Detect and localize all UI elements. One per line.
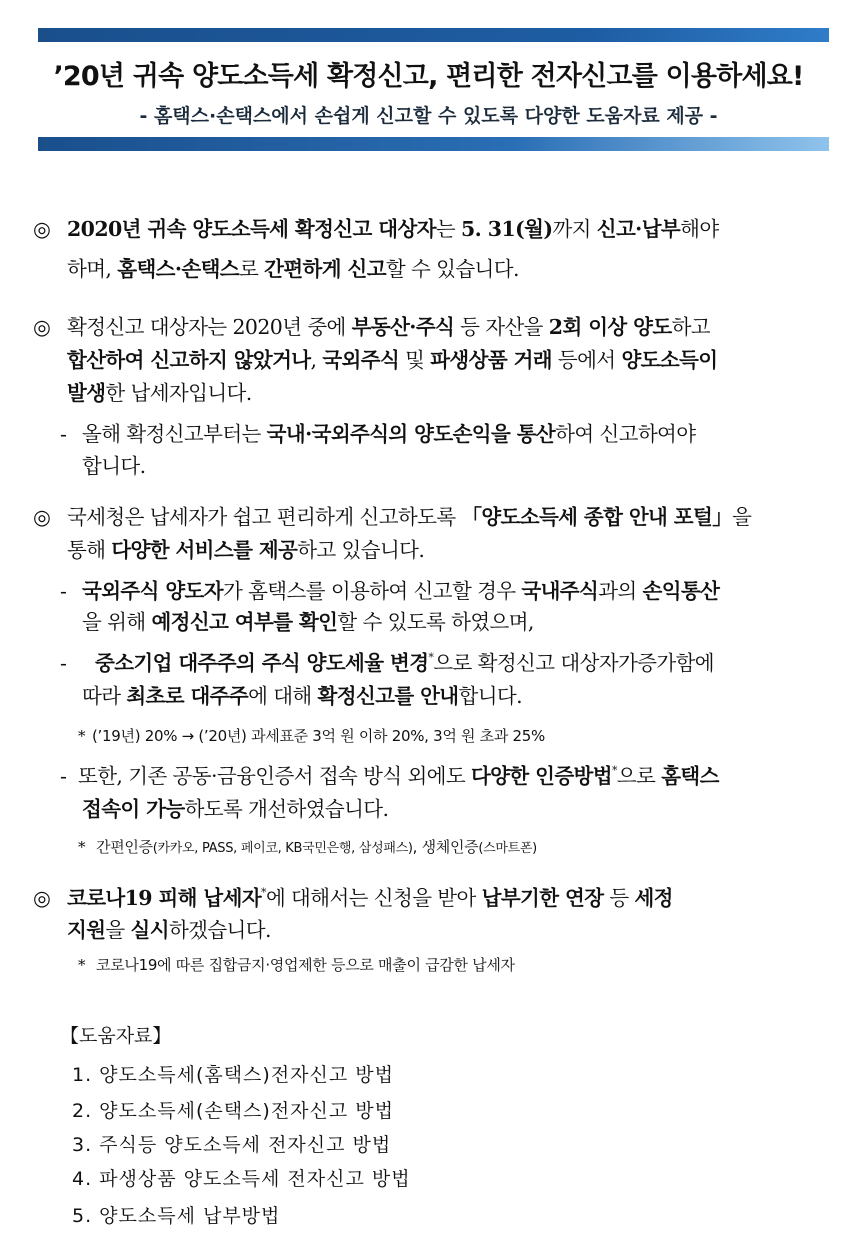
section3-note1: (’19년) 20% → (’20년) 과세표준 3억 원 이하 20%, 3억 원 초과 25% [92,727,545,745]
section1-line1: 2020년 귀속 양도소득세 확정신고 대상자는 5. 31(월)까지 신고·납부해야 [67,217,719,241]
section2-line3: 발생한 납세자입니다. [67,381,252,405]
dash-marker: - [60,764,67,788]
footnote-star: * [611,764,617,777]
section3-line2: 통해 다양한 서비스를 제공하고 있습니다. [67,538,425,562]
note-star: * [78,727,86,745]
header-bottom-bar [38,137,829,151]
section4-line1: 코로나19 피해 납세자*에 대해서는 신청을 받아 납부기한 연장 등 세정 [67,886,673,910]
section3-sub2-line2: 따라 최초로 대주주에 대해 확정신고를 안내합니다. [82,684,523,708]
section2-sub-line2: 합니다. [82,454,146,478]
bullet-circle-icon: ◎ [33,315,51,339]
reference-item: 5. 양도소득세 납부방법 [72,1205,281,1227]
page-subtitle: - 홈택스·손택스에서 손쉽게 신고할 수 있도록 다양한 도움자료 제공 - [139,105,718,127]
dash-marker: - [60,651,67,675]
section4-note: 코로나19에 따른 집합금지·영업제한 등으로 매출이 급감한 납세자 [96,956,515,974]
section4-line2: 지원을 실시하겠습니다. [67,918,271,942]
bullet-circle-icon: ◎ [33,217,51,241]
references-heading: 【도움자료】 [60,1025,172,1047]
section3-line1: 국세청은 납세자가 쉽고 편리하게 신고하도록 「양도소득세 종합 안내 포털」을 [67,505,752,529]
note-star: * [78,956,86,974]
footnote-star: * [261,886,266,899]
header-top-bar [38,28,829,42]
reference-item: 2. 양도소득세(손택스)전자신고 방법 [72,1100,394,1122]
section2-line2: 합산하여 신고하지 않았거나, 국외주식 및 파생상품 거래 등에서 양도소득이 [67,348,718,372]
section3-sub3-line2: 접속이 가능하도록 개선하였습니다. [82,797,389,821]
bullet-circle-icon: ◎ [33,505,51,529]
section3-note2: 간편인증(카카오, PASS, 페이코, KB국민은행, 삼성패스), 생체인증(스마트폰) [96,838,537,856]
section3-sub3-line1: 또한, 기존 공동·금융인증서 접속 방식 외에도 다양한 인증방법*으로 홈택스 [78,764,719,788]
section3-sub2-line1: 중소기업 대주주의 주식 양도세율 변경*으로 확정신고 대상자가증가함에 [95,651,714,675]
section2-line1: 확정신고 대상자는 2020년 중에 부동산·주식 등 자산을 2회 이상 양도하고 [67,315,710,339]
reference-item: 1. 양도소득세(홈택스)전자신고 방법 [72,1064,394,1086]
section1-line2: 하며, 홈택스·손택스로 간편하게 신고할 수 있습니다. [67,257,519,281]
page-title: ’20년 귀속 양도소득세 확정신고, 편리한 전자신고를 이용하세요! [53,61,804,92]
reference-item: 3. 주식등 양도소득세 전자신고 방법 [72,1134,392,1156]
note-star: * [78,838,86,856]
bullet-circle-icon: ◎ [33,886,51,910]
footnote-star: * [428,651,434,664]
section3-sub1-line1: 국외주식 양도자가 홈택스를 이용하여 신고할 경우 국내주식과의 손익통산 [82,579,720,603]
dash-marker: - [60,579,67,603]
dash-marker: - [60,422,67,446]
reference-item: 4. 파생상품 양도소득세 전자신고 방법 [72,1168,411,1190]
section3-sub1-line2: 을 위해 예정신고 여부를 확인할 수 있도록 하였으며, [82,610,534,634]
section2-sub-line1: 올해 확정신고부터는 국내·국외주식의 양도손익을 통산하여 신고하여야 [82,422,696,446]
